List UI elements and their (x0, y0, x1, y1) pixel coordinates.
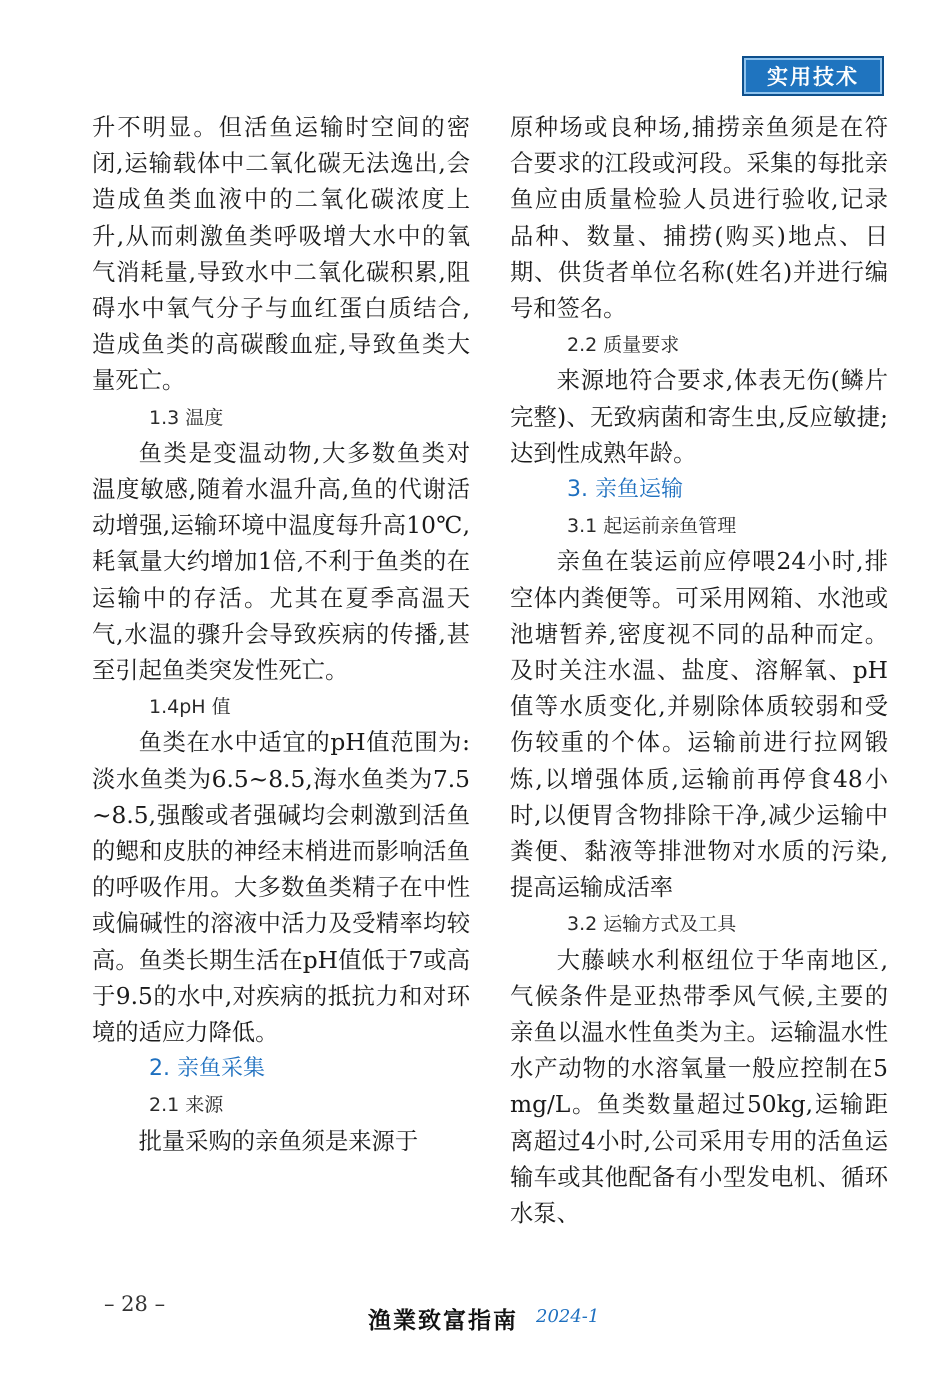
subheading-3-2: 3.2 运输方式及工具 (567, 913, 737, 936)
subheading-1-4: 1.4pH 值 (149, 696, 231, 719)
paragraph-ph: 鱼类在水中适宜的pH值范围为:淡水鱼类为6.5~8.5,海水鱼类为7.5~8.5,强酸或者强碱均会刺激到活鱼的鳃和皮肤的神经末梢进而影响活鱼的呼吸作用。大多数鱼类精子在中性或偏碱性的溶液中活力及受精率均较高。鱼类长期生活在pH值低于7或高于9.5的水中,对疾病的抵抗力和对环境的适应力降低。 (92, 729, 470, 1047)
page-number: – 28 – (104, 1292, 166, 1316)
paragraph-temperature: 鱼类是变温动物,大多数鱼类对温度敏感,随着水温升高,鱼的代谢活动增强,运输环境中温度每升高10℃,耗氧量大约增加1倍,不利于鱼类的在运输中的存活。尤其在夏季高温天气,水温的骤升会导致疾病的传播,甚至引起鱼类突发性死亡。 (92, 439, 470, 685)
subheading-1-3: 1.3 温度 (149, 406, 224, 429)
paragraph-pre-transport: 亲鱼在装运前应停喂24小时,排空体内粪便等。可采用网箱、水池或池塘暂养,密度视不同的品种而定。及时关注水温、盐度、溶解氧、pH值等水质变化,并剔除体质较弱和受伤较重的个体。运输前进行拉网锻炼,以增强体质,运输前再停食48小时,以便胃含物排除干净,减少运输中粪便、黏液等排泄物对水质的污染,提高运输成活率 (510, 548, 888, 902)
subheading-3-1: 3.1 起运前亲鱼管理 (567, 515, 737, 538)
paragraph-continued: 升不明显。但活鱼运输时空间的密闭,运输载体中二氧化碳无法逸出,会造成鱼类血液中的二氧化碳浓度上升,从而刺激鱼类呼吸增大水中的氧气消耗量,导致水中二氧化碳积累,阻碍水中氧气分子与血红蛋白质结合,造成鱼类的高碳酸血症,导致鱼类大量死亡。 (92, 114, 470, 395)
heading-3: 3. 亲鱼运输 (567, 477, 683, 503)
paragraph-source-continued: 原种场或良种场,捕捞亲鱼须是在符合要求的江段或河段。采集的每批亲鱼应由质量检验人员进行验收,记录品种、数量、捕捞(购买)地点、日期、供货者单位名称(姓名)并进行编号和签名。 (510, 114, 888, 323)
heading-2: 2. 亲鱼采集 (149, 1056, 265, 1082)
paragraph-quality: 来源地符合要求,体表无伤(鳞片完整)、无致病菌和寄生虫,反应敏捷;达到性成熟年龄。 (510, 367, 888, 467)
magazine-title: 渔業致富指南 (368, 1307, 518, 1334)
subheading-2-2: 2.2 质量要求 (567, 334, 680, 357)
subheading-2-1: 2.1 来源 (149, 1094, 224, 1117)
left-column (92, 110, 470, 1160)
right-column (510, 110, 888, 1232)
section-badge: 实用技术 (742, 56, 884, 96)
paragraph-source: 批量采购的亲鱼须是来源于 (138, 1127, 419, 1155)
paragraph-transport-method: 大藤峡水利枢纽位于华南地区,气候条件是亚热带季风气候,主要的亲鱼以温水性鱼类为主。运输温水性水产动物的水溶氧量一般应控制在5mg/L。鱼类数量超过50kg,运输距离超过4小时,公司采用专用的活鱼运输车或其他配备有小型发电机、循环水泵、 (510, 946, 888, 1228)
issue-number: 2024-1 (536, 1306, 600, 1327)
